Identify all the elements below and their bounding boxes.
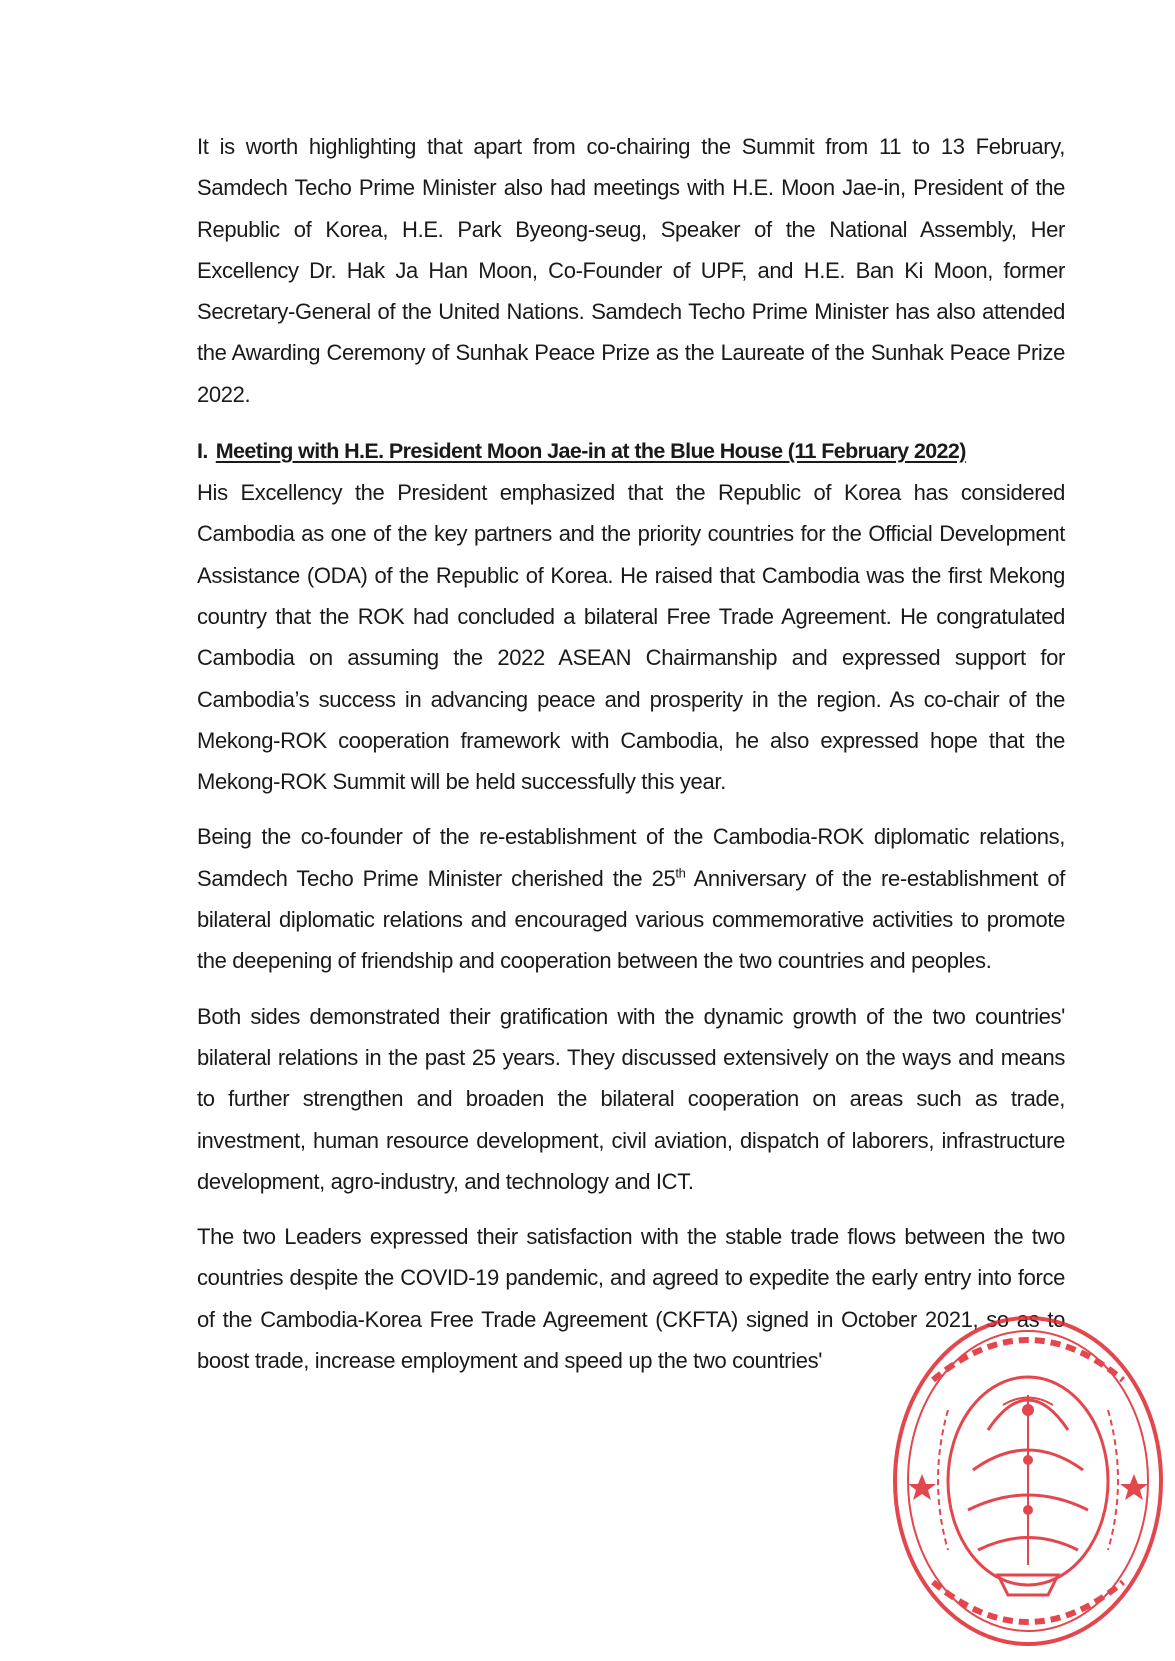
paragraph-bilateral-cooperation: Both sides demonstrated their gratification with the dynamic growth of the two countries' bilateral relations in the past 25 years. They discussed extensively on the ways and means to further strengthen and broaden the bilateral cooperation on areas such as trade, investment, human resource development, civil aviation, dispatch of laborers, infrastructure development, agro-industry, and technology and ICT. bbox=[197, 1003, 1065, 1194]
anniversary-text-a: Being the co-founder of the re-establishment of the Cambodia-ROK diplomatic relations, Samdech Techo Prime Minister cherished the 25 bbox=[197, 824, 1065, 891]
paragraph-anniversary bbox=[197, 816, 1065, 981]
section-heading bbox=[197, 431, 1065, 472]
intro-paragraph: It is worth highlighting that apart from co-chairing the Summit from 11 to 13 February, Samdech Techo Prime Minister also had meetings with H.E. Moon Jae-in, President of the Republic of Korea, H.E. Park Byeong-seug, Speaker of the National Assembly, Her Excellency Dr. Hak Ja Han Moon, Co-Founder of UPF, and H.E. Ban Ki Moon, former Secretary-General of the United Nations. Samdech Techo Prime Minister has also attended the Awarding Ceremony of Sunhak Peace Prize as the Laureate of the Sunhak Peace Prize 2022. bbox=[197, 134, 1065, 407]
paragraph-trade: The two Leaders expressed their satisfaction with the stable trade flows between the two countries despite the COVID-19 pandemic, and agreed to expedite the early entry into force of the Cambodia-Korea Free Trade Agreement (CKFTA) signed in October 2021, so as to boost trade, increase employment and speed up the two countries' bbox=[197, 1224, 1065, 1374]
ordinal-suffix: th bbox=[675, 865, 686, 881]
document-body bbox=[197, 126, 1065, 1381]
section-title: Meeting with H.E. President Moon Jae-in at the Blue House (11 February 2022) bbox=[215, 439, 966, 464]
anniversary-text-b: Anniversary of the re-establishment of bilateral diplomatic relations and encouraged various commemorative activities to promote the deepening of friendship and cooperation between the two countries and peoples. bbox=[197, 865, 1065, 974]
official-seal-stamp bbox=[888, 1310, 1168, 1652]
section-number: I. bbox=[197, 439, 208, 464]
paragraph-president-remarks: His Excellency the President emphasized that the Republic of Korea has considered Cambodia as one of the key partners and the priority countries for the Official Development Assistance (ODA) of the Republic of Korea. He raised that Cambodia was the first Mekong country that the ROK had concluded a bilateral Free Trade Agreement. He congratulated Cambodia on assuming the 2022 ASEAN Chairmanship and expressed support for Cambodia’s success in advancing peace and prosperity in the region. As co-chair of the Mekong-ROK cooperation framework with Cambodia, he also expressed hope that the Mekong-ROK Summit will be held successfully this year. bbox=[197, 480, 1065, 795]
